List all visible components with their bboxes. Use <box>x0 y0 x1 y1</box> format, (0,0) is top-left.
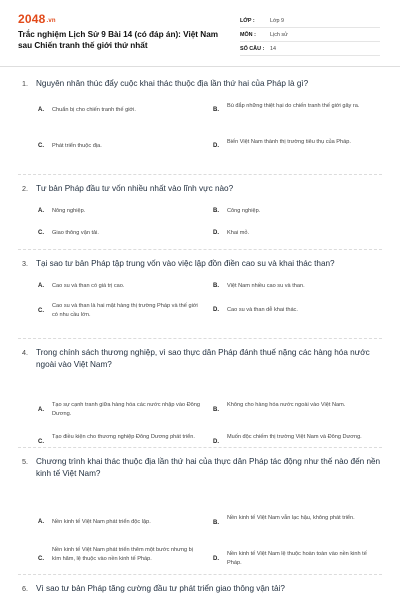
meta-value: 14 <box>270 45 276 52</box>
meta-label: SỐ CÂU : <box>240 45 265 52</box>
meta-value: Lịch sử <box>270 31 288 38</box>
meta-row-grade <box>240 14 380 28</box>
meta-row-subject <box>240 28 380 42</box>
site-logo[interactable] <box>18 12 56 26</box>
question-number: 5. <box>22 457 28 466</box>
meta-value: Lớp 9 <box>270 17 285 24</box>
meta-label: MÔN : <box>240 31 256 38</box>
question-text: 6. Vì sao tư bản Pháp tăng cường đầu tư phát triển giao thông vận tải? <box>22 584 285 593</box>
question-text: 3. Tại sao tư bản Pháp tập trung vốn vào việc lập đồn điền cao su và khai thác than? <box>22 259 335 268</box>
header-divider <box>0 66 400 67</box>
question-1: 1. Nguyên nhân thúc đẩy cuộc khai thác thuộc địa lần thứ hai của Pháp là gì? A. Chuẩn bị cho chiến tranh thế giới. B. Bù đắp những thiệt hại do chiến tranh thế giới gây ra. C. Phát triển thuộc địa. D. Biến Việt Nam thành thị trường tiêu thụ của Pháp. <box>18 78 382 175</box>
question-text: 2. Tư bản Pháp đầu tư vốn nhiều nhất vào lĩnh vực nào? <box>22 184 234 193</box>
page-header <box>18 0 382 64</box>
question-text: 1. Nguyên nhân thúc đẩy cuộc khai thác thuộc địa lần thứ hai của Pháp là gì? <box>22 79 309 88</box>
question-4: 4. Trong chính sách thương nghiệp, vì sao thực dân Pháp đánh thuế nặng các hàng hóa nước ngoài vào Việt Nam? A. Tạo sự cạnh tranh giữa hàng hóa các nước nhập vào Đông Dương. B. Không cho hàng hóa nước ngoài vào Việt Nam. C. Tạo điều kiện cho thương nghiệp Đông Dương phát triển. D. Muốn độc chiếm thị trường Việt Nam và Đông Dương. <box>18 347 382 448</box>
question-3: 3. Tại sao tư bản Pháp tập trung vốn vào việc lập đồn điền cao su và khai thác than? A. Cao su và than có giá trị cao. B. Việt Nam nhiều cao su và than. C. Cao su và than là hai mặt hàng thị trường Pháp và thế giới có nhu cầu lớn. D. Cao su và than dễ khai thác. <box>18 258 382 339</box>
document-title: Trắc nghiệm Lịch Sử 9 Bài 14 (có đáp án): Việt Nam sau Chiến tranh thế giới thứ nhất <box>18 30 219 50</box>
logo-main: 2048 <box>18 12 46 26</box>
question-2: 2. Tư bản Pháp đầu tư vốn nhiều nhất vào lĩnh vực nào? A. Nông nghiệp. B. Công nghiệp. C. Giao thông vận tải. D. Khai mỏ. <box>18 183 382 250</box>
meta-table <box>240 14 380 56</box>
meta-row-count <box>240 42 380 56</box>
question-number: 1. <box>22 79 28 88</box>
meta-label: LỚP : <box>240 17 255 24</box>
question-number: 6. <box>22 584 28 593</box>
question-number: 3. <box>22 259 28 268</box>
question-6 <box>18 583 382 613</box>
question-5: 5. Chương trình khai thác thuộc địa lần thứ hai của thực dân Pháp tác động như thế nào đến nền kinh tế Việt Nam? A. Nền kinh tế Việt Nam phát triển độc lập. B. Nền kinh tế Việt Nam vẫn lạc hậu, không phát triển. C. Nền kinh tế Việt Nam phát triển thêm một bước nhưng bị kìm hãm, lệ thuộc vào nền kinh tế Pháp. D. Nền kinh tế Việt Nam lệ thuộc hoàn toàn vào nền kinh tế Pháp. <box>18 456 382 575</box>
question-text: 5. Chương trình khai thác thuộc địa lần thứ hai của thực dân Pháp tác động như thế nào đến nền kinh tế Việt Nam? <box>22 457 381 478</box>
logo-tld: .vn <box>46 18 56 24</box>
question-number: 2. <box>22 184 28 193</box>
question-number: 4. <box>22 348 28 357</box>
question-text: 4. Trong chính sách thương nghiệp, vì sao thực dân Pháp đánh thuế nặng các hàng hóa nước ngoài vào Việt Nam? <box>22 348 370 369</box>
